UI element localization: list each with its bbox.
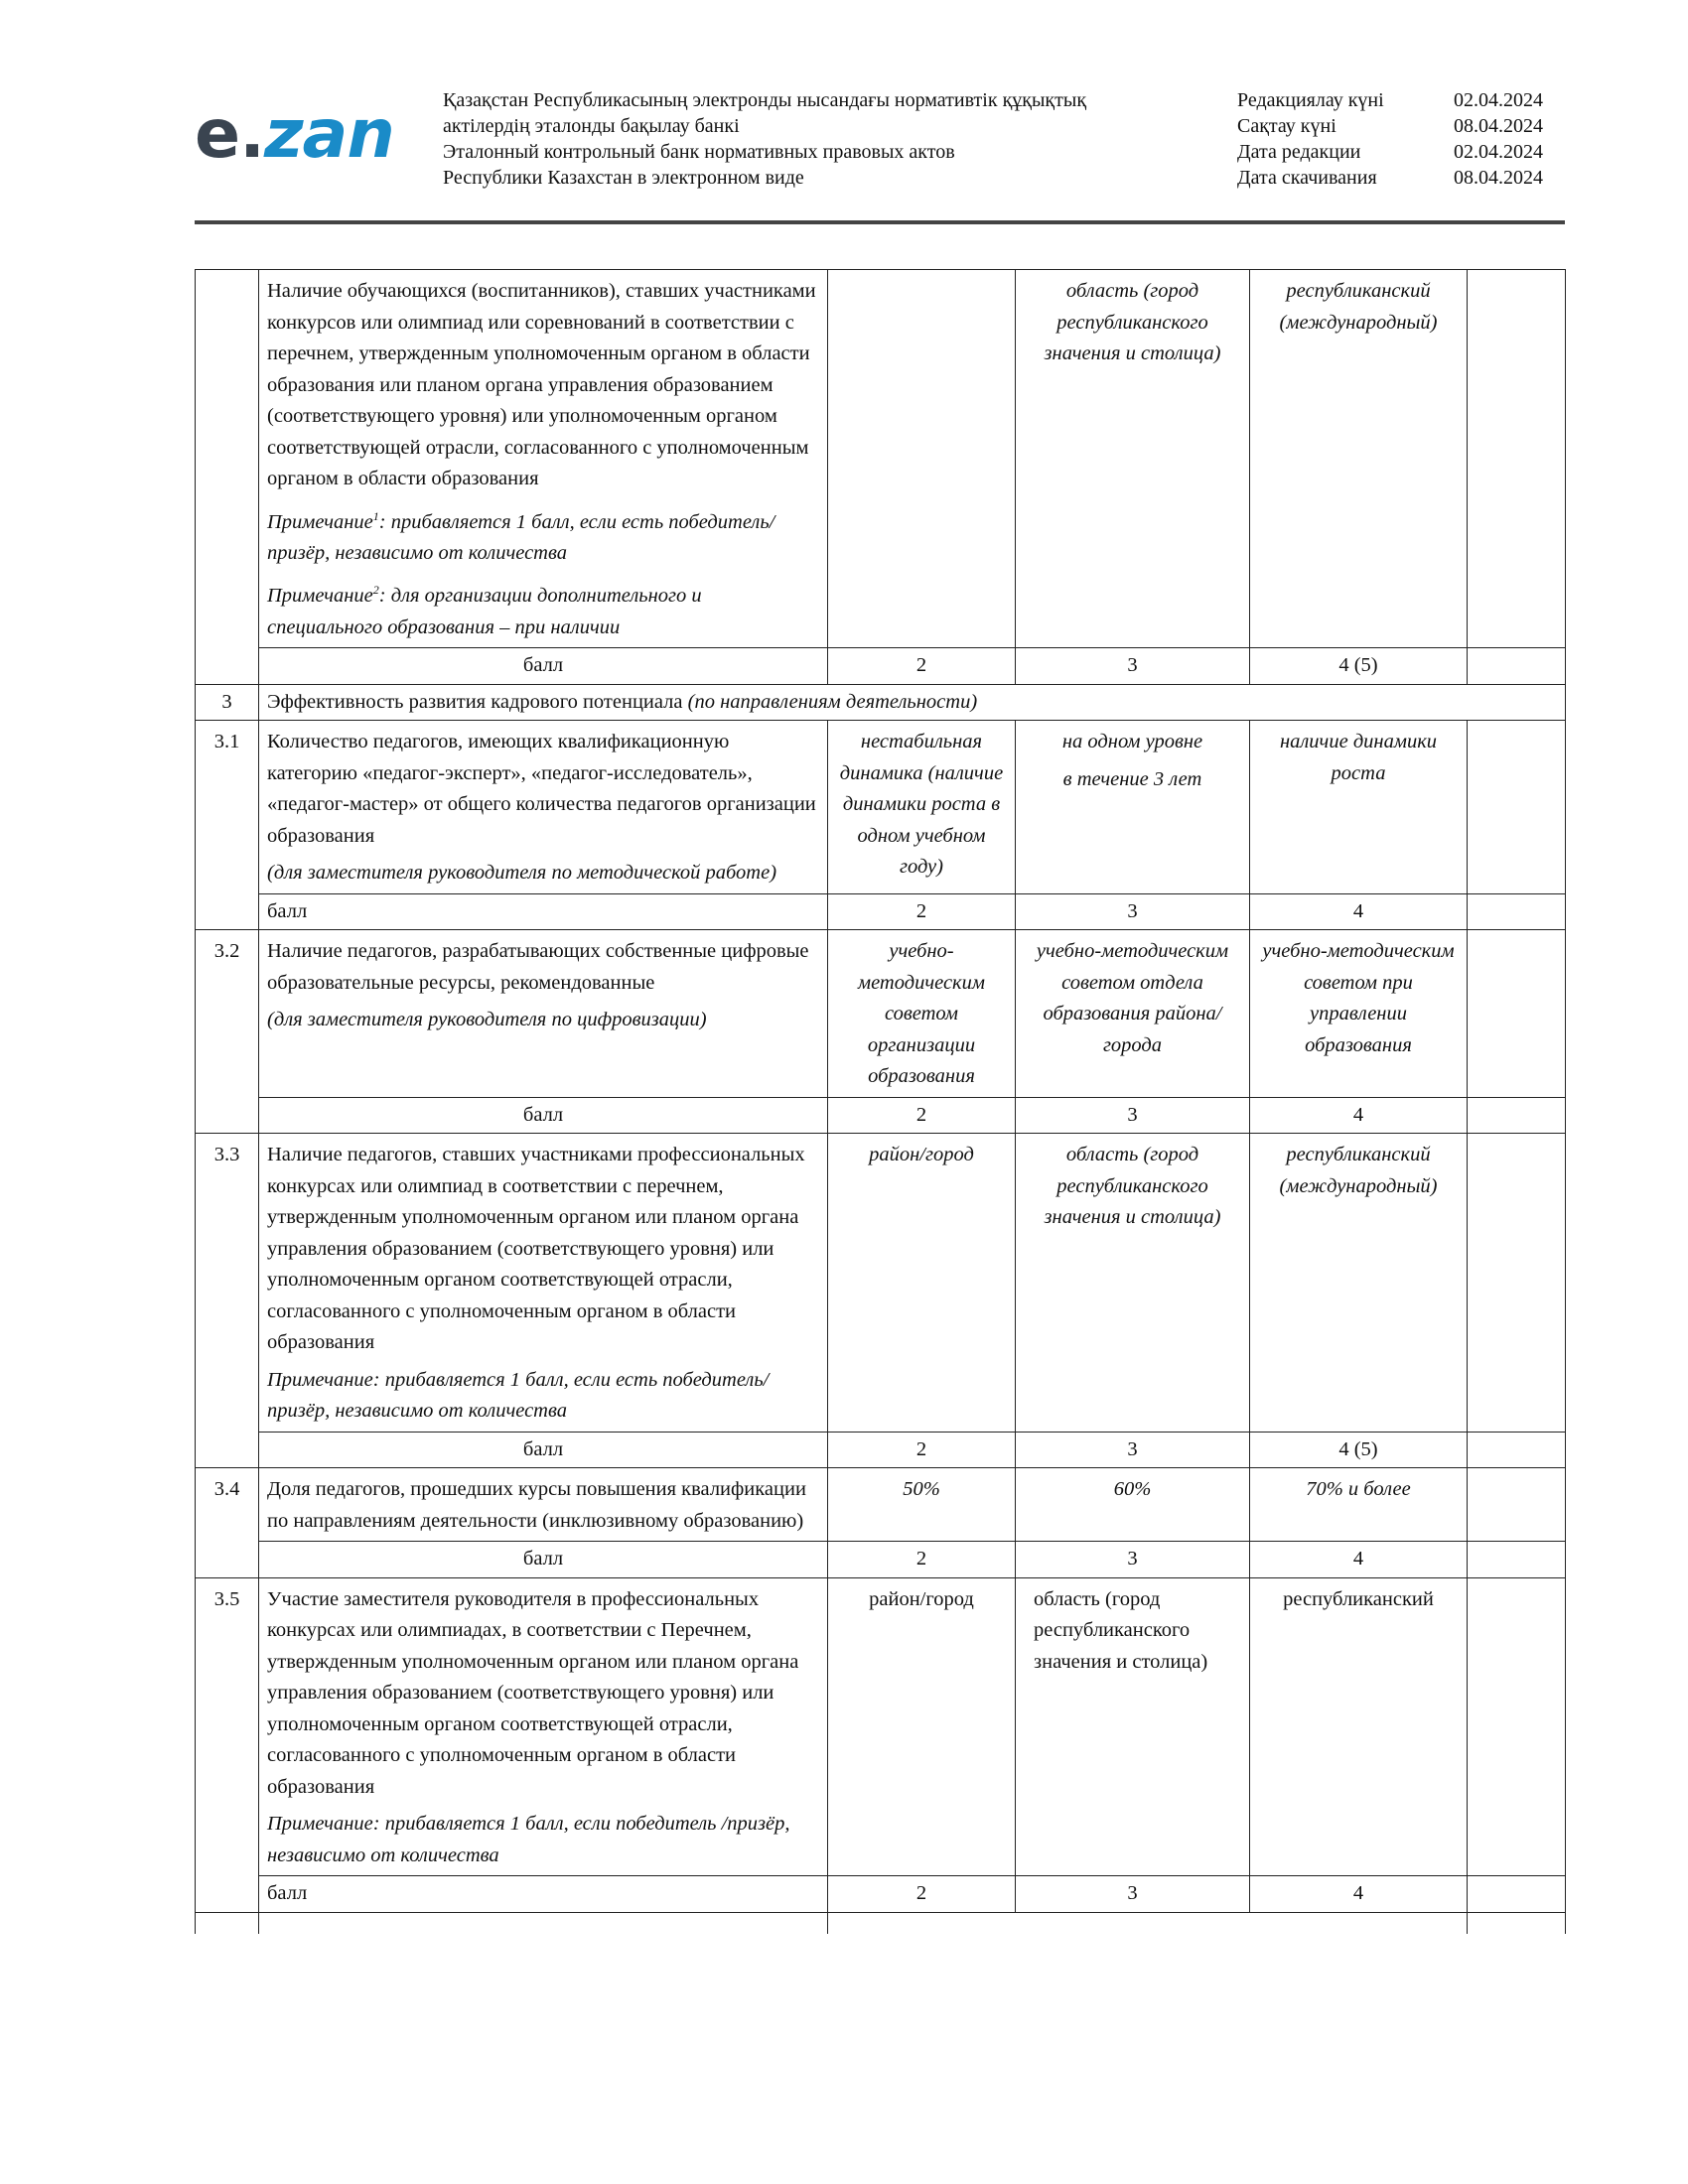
level-4-cell: учебно-методическим советом при управлении образования xyxy=(1250,930,1468,1098)
criterion-text: Наличие педагогов, разрабатывающих собственные цифровые образовательные ресурсы, рекомендованные xyxy=(267,940,809,994)
row-number: 3.3 xyxy=(196,1134,259,1468)
score-value-4: 4 xyxy=(1250,1876,1468,1913)
level-2-cell: район/город xyxy=(828,1134,1016,1433)
criterion-note: (для заместителя руководителя по методической работе) xyxy=(267,862,777,885)
score-value-4: 4 xyxy=(1250,1097,1468,1134)
level-4-cell: 70% и более xyxy=(1250,1468,1468,1542)
score-cell xyxy=(1468,1542,1566,1578)
criterion-description xyxy=(259,930,828,1098)
score-row xyxy=(196,1876,1566,1913)
score-cell xyxy=(1468,893,1566,930)
meta-label: Дата скачивания xyxy=(1237,167,1377,189)
level-3-cell: область (город республиканского значения и столица) xyxy=(1016,1134,1250,1433)
score-value-2: 2 xyxy=(828,1542,1016,1578)
criteria-table xyxy=(195,269,1566,1934)
level-2-cell: нестабильная динамика (наличие динамики роста в одном учебном году) xyxy=(828,721,1016,894)
criterion-note: Примечание: прибавляется 1 балл, если победитель /призёр, независимо от количества xyxy=(267,1813,790,1866)
level-3-line: на одном уровне xyxy=(1061,731,1203,753)
section-title-text: Эффективность развития кадрового потенциала xyxy=(267,690,688,713)
criterion-description xyxy=(259,721,828,894)
level-2-cell: учебно-методическим советом организации образования xyxy=(828,930,1016,1098)
score-cell xyxy=(1468,1134,1566,1433)
score-value-2: 2 xyxy=(828,648,1016,685)
criterion-description xyxy=(259,1912,828,1934)
score-value-4: 4 (5) xyxy=(1250,1432,1468,1468)
score-cell xyxy=(1468,930,1566,1098)
criterion-text: Наличие обучающихся (воспитанников), ставших участниками конкурсов или олимпиад или соревнований в соответствии с перечнем, утвержденным уполномоченным органом в области образования или планом органа управления образованием (соответствующего уровня) или уполномоченным органом соответствующей отрасли, согласованного с уполномоченным органом в области образования xyxy=(267,280,816,489)
note-label: Примечание xyxy=(267,510,373,533)
level-3-cell: 60% xyxy=(1016,1468,1250,1542)
level-2-cell: 50% xyxy=(828,1468,1016,1542)
meta-label: Дата редакции xyxy=(1237,141,1361,163)
score-cell xyxy=(1468,1876,1566,1913)
bank-title-line: Қазақстан Республикасының электронды нысандағы нормативтік құқықтық xyxy=(443,89,1087,111)
score-value-3: 3 xyxy=(1016,648,1250,685)
score-cell xyxy=(1468,1432,1566,1468)
level-3-cell xyxy=(1016,721,1250,894)
table-row xyxy=(196,721,1566,894)
level-4-cell: наличие динамики роста xyxy=(1250,721,1468,894)
criterion-text: Наличие педагогов, ставших участниками профессиональных конкурсах или олимпиад в соответствии с перечнем, утвержденным уполномоченным органом или планом органа управления образованием (соответствующего уровня) или уполномоченным органом соответствующей отрасли, согласованного с уполномоченным органом в области образования xyxy=(267,1144,805,1354)
meta-label: Сақтау күні xyxy=(1237,115,1336,137)
logo-dot: . xyxy=(239,95,264,174)
criterion-note xyxy=(267,575,819,643)
level-3-cell: область (город республиканского значения и столица) xyxy=(1016,270,1250,648)
level-3-cell xyxy=(1016,1912,1250,1934)
criterion-description xyxy=(259,270,828,648)
meta-row xyxy=(1237,113,1565,139)
score-value-3: 3 xyxy=(1016,1542,1250,1578)
document-header xyxy=(195,87,1565,216)
note-text: : для организации дополнительного и специального образования – при наличии xyxy=(267,585,702,638)
logo-zan: zan xyxy=(263,95,394,174)
table-row xyxy=(196,1468,1566,1542)
level-2-cell xyxy=(828,1912,1016,1934)
score-label: балл xyxy=(259,893,828,930)
score-row xyxy=(196,648,1566,685)
table-row-continued xyxy=(196,1912,1566,1934)
bank-title xyxy=(443,87,1178,191)
table-row xyxy=(196,270,1566,648)
score-value-4: 4 xyxy=(1250,893,1468,930)
score-label: балл xyxy=(259,1432,828,1468)
row-number: 3.5 xyxy=(196,1577,259,1912)
level-4-cell: республиканский xyxy=(1250,1577,1468,1876)
level-4-cell: республиканский (международный) xyxy=(1250,270,1468,648)
note-sup: 1 xyxy=(372,508,379,523)
score-label: балл xyxy=(259,1542,828,1578)
score-value-3: 3 xyxy=(1016,1097,1250,1134)
level-4-cell: республиканский (международный) xyxy=(1250,1134,1468,1433)
score-cell xyxy=(1468,1097,1566,1134)
score-cell xyxy=(1468,721,1566,894)
criterion-note: Примечание: прибавляется 1 балл, если есть победитель/призёр, независимо от количества xyxy=(267,1368,770,1423)
section-title xyxy=(259,684,1566,721)
score-row xyxy=(196,1097,1566,1134)
table-row xyxy=(196,930,1566,1098)
score-value-3: 3 xyxy=(1016,893,1250,930)
meta-value: 02.04.2024 xyxy=(1454,141,1543,163)
note-text: : прибавляется 1 балл, если есть победитель/призёр, независимо от количества xyxy=(267,510,775,564)
bank-title-line: Республики Казахстан в электронном виде xyxy=(443,167,804,189)
score-value-4: 4 xyxy=(1250,1542,1468,1578)
score-label: балл xyxy=(259,1097,828,1134)
level-2-cell xyxy=(828,270,1016,648)
note-sup: 2 xyxy=(372,583,379,598)
level-3-cell: область (город республиканского значения и столица) xyxy=(1016,1577,1250,1876)
score-cell xyxy=(1468,1577,1566,1876)
score-value-2: 2 xyxy=(828,1432,1016,1468)
score-cell xyxy=(1468,648,1566,685)
row-number: 3.1 xyxy=(196,721,259,930)
table-row xyxy=(196,1134,1566,1433)
ezan-logo[interactable] xyxy=(195,95,394,174)
score-label: балл xyxy=(259,1876,828,1913)
section-title-note: (по направлениям деятельности) xyxy=(687,690,978,713)
score-row xyxy=(196,1432,1566,1468)
meta-row xyxy=(1237,139,1565,165)
table-row xyxy=(196,1577,1566,1876)
meta-value: 08.04.2024 xyxy=(1454,167,1543,189)
logo-e: e xyxy=(195,95,240,174)
level-3-line: в течение 3 лет xyxy=(1062,767,1202,790)
score-cell xyxy=(1468,1468,1566,1542)
meta-value: 08.04.2024 xyxy=(1454,115,1543,137)
row-number: 3.2 xyxy=(196,930,259,1134)
score-label: балл xyxy=(259,648,828,685)
score-value-2: 2 xyxy=(828,893,1016,930)
bank-title-line: Эталонный контрольный банк нормативных правовых актов xyxy=(443,141,955,163)
section-number: 3 xyxy=(196,684,259,721)
criterion-description: Доля педагогов, прошедших курсы повышения квалификации по направлениям деятельности (инклюзивному образованию) xyxy=(259,1468,828,1542)
criterion-description xyxy=(259,1134,828,1433)
meta-value: 02.04.2024 xyxy=(1454,89,1543,111)
level-2-cell: район/город xyxy=(828,1577,1016,1876)
score-value-2: 2 xyxy=(828,1876,1016,1913)
date-meta xyxy=(1237,87,1565,191)
criterion-text: Количество педагогов, имеющих квалификационную категорию «педагог-эксперт», «педагог-исследователь», «педагог-мастер» от общего количества педагогов организации образования xyxy=(267,731,816,847)
score-value-4: 4 (5) xyxy=(1250,648,1468,685)
score-cell xyxy=(1468,1912,1566,1934)
meta-label: Редакциялау күні xyxy=(1237,89,1384,111)
criterion-note xyxy=(267,501,819,570)
row-number xyxy=(196,1912,259,1934)
row-number: 3.4 xyxy=(196,1468,259,1578)
criterion-text: Участие заместителя руководителя в профессиональных конкурсах или олимпиадах, в соответствии с Перечнем, утвержденным уполномоченным органом или планом органа управления образованием (соответствующего уровня) или уполномоченным органом соответствующей отрасли, согласованного с уполномоченным органом в области образования xyxy=(267,1587,799,1798)
row-number xyxy=(196,270,259,685)
section-row xyxy=(196,684,1566,721)
score-value-3: 3 xyxy=(1016,1876,1250,1913)
meta-row xyxy=(1237,87,1565,113)
score-cell xyxy=(1468,270,1566,648)
header-divider xyxy=(195,220,1565,224)
score-row xyxy=(196,1542,1566,1578)
level-4-cell xyxy=(1250,1912,1468,1934)
criterion-note: (для заместителя руководителя по цифровизации) xyxy=(267,1009,707,1031)
note-label: Примечание xyxy=(267,585,373,608)
score-value-3: 3 xyxy=(1016,1432,1250,1468)
level-3-cell: учебно-методическим советом отдела образования района/города xyxy=(1016,930,1250,1098)
score-row xyxy=(196,893,1566,930)
bank-title-line: актілердің эталонды бақылау банкі xyxy=(443,115,740,137)
criterion-description xyxy=(259,1577,828,1876)
meta-row xyxy=(1237,165,1565,191)
score-value-2: 2 xyxy=(828,1097,1016,1134)
